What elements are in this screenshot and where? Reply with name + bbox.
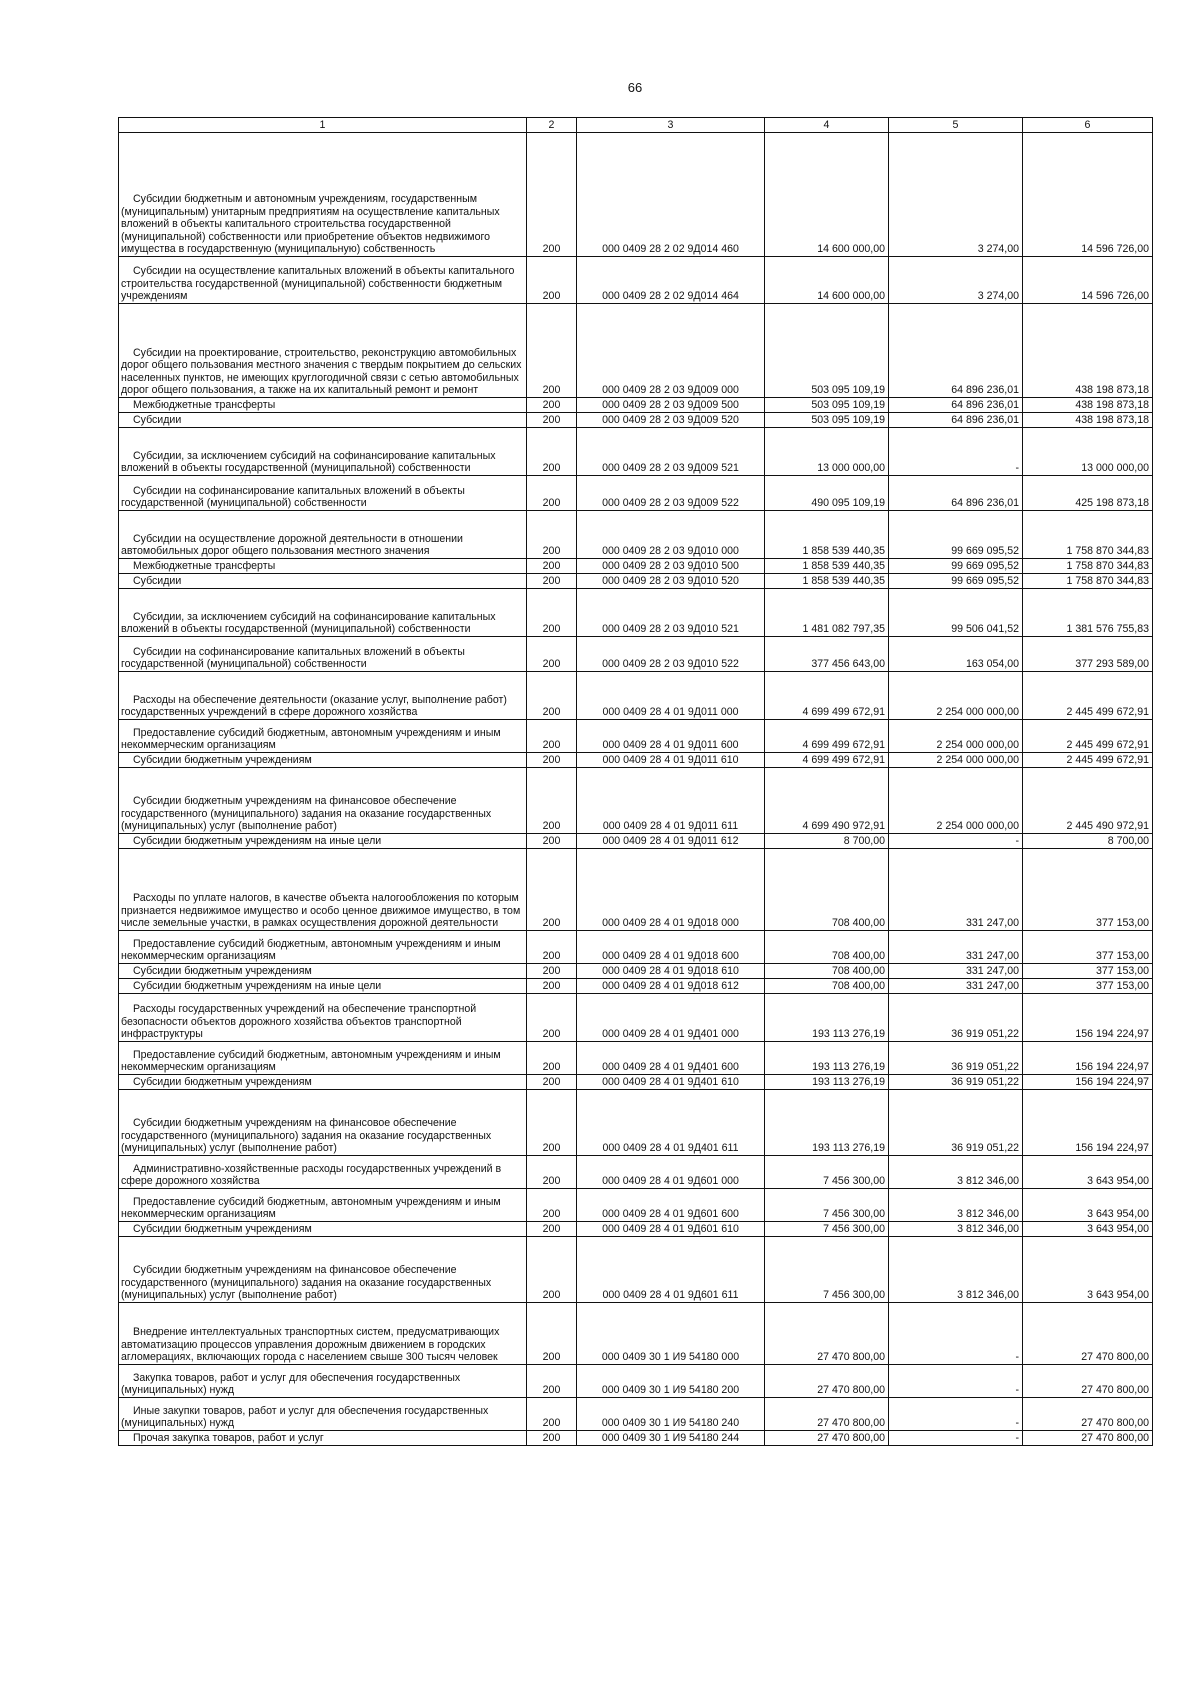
row-name — [119, 1042, 527, 1075]
row-classification-code: 000 0409 28 4 01 9Д011 610 — [577, 753, 765, 768]
row-unexecuted-amount: 156 194 224,97 — [1023, 1090, 1153, 1156]
row-approved-amount: 1 858 539 440,35 — [765, 574, 889, 589]
row-line-code: 200 — [527, 574, 577, 589]
table-row — [119, 559, 1153, 574]
row-unexecuted-amount: 1 758 870 344,83 — [1023, 559, 1153, 574]
row-approved-amount: 14 600 000,00 — [765, 133, 889, 257]
row-name — [119, 304, 527, 398]
row-approved-amount: 4 699 499 672,91 — [765, 720, 889, 753]
row-executed-amount: 3 812 346,00 — [889, 1189, 1023, 1222]
row-unexecuted-amount: 2 445 490 972,91 — [1023, 768, 1153, 834]
row-unexecuted-amount: 377 153,00 — [1023, 964, 1153, 979]
row-line-code: 200 — [527, 559, 577, 574]
row-executed-amount: 2 254 000 000,00 — [889, 753, 1023, 768]
row-executed-amount: 331 247,00 — [889, 931, 1023, 964]
row-unexecuted-amount: 1 381 576 755,83 — [1023, 589, 1153, 637]
table-row — [119, 768, 1153, 834]
row-name-text: Административно-хозяйственные расходы государственных учреждений в сфере дорожного хозяйства — [121, 1162, 502, 1188]
row-line-code: 200 — [527, 753, 577, 768]
row-approved-amount: 377 456 643,00 — [765, 637, 889, 672]
row-executed-amount: 64 896 236,01 — [889, 304, 1023, 398]
row-line-code: 200 — [527, 1365, 577, 1398]
row-classification-code: 000 0409 28 2 03 9Д010 521 — [577, 589, 765, 637]
row-unexecuted-amount: 14 596 726,00 — [1023, 133, 1153, 257]
table-row — [119, 994, 1153, 1042]
row-classification-code: 000 0409 30 1 И9 54180 000 — [577, 1303, 765, 1365]
row-unexecuted-amount: 377 293 589,00 — [1023, 637, 1153, 672]
table-row — [119, 849, 1153, 931]
row-name-text: Расходы государственных учреждений на обеспечение транспортной безопасности объектов дорожного хозяйства объектов транспортной инфраструктуры — [121, 1003, 477, 1041]
row-executed-amount: 64 896 236,01 — [889, 398, 1023, 413]
row-name-text: Субсидии бюджетным учреждениям на финансовое обеспечение государственного (муниципального) задания на оказание государственных (муниципальных) услуг (выполнение работ) — [121, 1117, 492, 1155]
row-executed-amount: - — [889, 1303, 1023, 1365]
row-line-code: 200 — [527, 476, 577, 511]
row-line-code: 200 — [527, 720, 577, 753]
row-executed-amount: 36 919 051,22 — [889, 1090, 1023, 1156]
table-row — [119, 753, 1153, 768]
table-row — [119, 413, 1153, 428]
table-row — [119, 476, 1153, 511]
page-number: 66 — [627, 80, 643, 95]
row-unexecuted-amount: 27 470 800,00 — [1023, 1431, 1153, 1446]
row-name-text: Субсидии на софинансирование капитальных вложений в объекты государственной (муниципальной) собственности — [121, 484, 465, 510]
row-line-code: 200 — [527, 1156, 577, 1189]
row-executed-amount: 99 506 041,52 — [889, 589, 1023, 637]
row-line-code: 200 — [527, 1189, 577, 1222]
row-line-code: 200 — [527, 589, 577, 637]
row-name-text: Субсидии бюджетным учреждениям на иные цели — [133, 835, 382, 848]
row-name — [119, 964, 527, 979]
row-name — [119, 1156, 527, 1189]
row-approved-amount: 7 456 300,00 — [765, 1237, 889, 1303]
row-name — [119, 1303, 527, 1365]
row-approved-amount: 4 699 499 672,91 — [765, 672, 889, 720]
row-approved-amount: 193 113 276,19 — [765, 994, 889, 1042]
row-approved-amount: 27 470 800,00 — [765, 1365, 889, 1398]
row-line-code: 200 — [527, 834, 577, 849]
row-classification-code: 000 0409 28 2 02 9Д014 460 — [577, 133, 765, 257]
row-name — [119, 1075, 527, 1090]
row-name-text: Субсидии, за исключением субсидий на софинансирование капитальных вложений в объекты государственной (муниципальной) собственности — [121, 610, 496, 636]
table-row — [119, 428, 1153, 476]
row-unexecuted-amount: 425 198 873,18 — [1023, 476, 1153, 511]
row-unexecuted-amount: 1 758 870 344,83 — [1023, 574, 1153, 589]
row-approved-amount: 708 400,00 — [765, 964, 889, 979]
row-classification-code: 000 0409 28 4 01 9Д011 612 — [577, 834, 765, 849]
row-executed-amount: 36 919 051,22 — [889, 994, 1023, 1042]
row-approved-amount: 1 481 082 797,35 — [765, 589, 889, 637]
row-name-text: Субсидии на проектирование, строительство, реконструкцию автомобильных дорог общего пользования местного значения с твердым покрытием до сельских населенных пунктов, не имеющих круглогодичной связи с сетью автомобильных дорог общего пользования, а также на их капитальный ремонт и ремонт — [121, 346, 522, 397]
row-name — [119, 413, 527, 428]
row-classification-code: 000 0409 28 4 01 9Д018 600 — [577, 931, 765, 964]
table-row — [119, 511, 1153, 559]
column-header-3: 3 — [577, 118, 765, 133]
row-name-text: Межбюджетные трансферты — [133, 399, 276, 412]
row-line-code: 200 — [527, 1090, 577, 1156]
row-executed-amount: 163 054,00 — [889, 637, 1023, 672]
row-classification-code: 000 0409 28 4 01 9Д011 611 — [577, 768, 765, 834]
row-name-text: Субсидии на осуществление дорожной деятельности в отношении автомобильных дорог общего пользования местного значения — [121, 532, 463, 558]
table-row — [119, 931, 1153, 964]
row-name-text: Субсидии бюджетным учреждениям на финансовое обеспечение государственного (муниципального) задания на оказание государственных (муниципальных) услуг (выполнение работ) — [121, 1264, 492, 1302]
row-classification-code: 000 0409 30 1 И9 54180 200 — [577, 1365, 765, 1398]
row-classification-code: 000 0409 28 2 03 9Д010 522 — [577, 637, 765, 672]
row-approved-amount: 27 470 800,00 — [765, 1303, 889, 1365]
row-unexecuted-amount: 27 470 800,00 — [1023, 1303, 1153, 1365]
row-approved-amount: 7 456 300,00 — [765, 1222, 889, 1237]
row-classification-code: 000 0409 28 4 01 9Д601 000 — [577, 1156, 765, 1189]
row-executed-amount: 3 274,00 — [889, 133, 1023, 257]
row-executed-amount: - — [889, 1431, 1023, 1446]
row-classification-code: 000 0409 28 2 03 9Д010 500 — [577, 559, 765, 574]
table-row — [119, 979, 1153, 994]
row-name — [119, 428, 527, 476]
table-row — [119, 720, 1153, 753]
row-executed-amount: 36 919 051,22 — [889, 1042, 1023, 1075]
row-classification-code: 000 0409 28 4 01 9Д401 610 — [577, 1075, 765, 1090]
table-body — [119, 133, 1153, 1446]
row-name-text: Расходы по уплате налогов, в качестве объекта налогообложения по которым признается недвижимое имущество и особо ценное движимое имущество, в том числе земельные участки, в рамках осуществления дорожной деятельности — [121, 892, 521, 930]
row-classification-code: 000 0409 30 1 И9 54180 240 — [577, 1398, 765, 1431]
row-name — [119, 637, 527, 672]
row-approved-amount: 193 113 276,19 — [765, 1075, 889, 1090]
row-approved-amount: 503 095 109,19 — [765, 413, 889, 428]
row-approved-amount: 708 400,00 — [765, 931, 889, 964]
row-line-code: 200 — [527, 1431, 577, 1446]
row-approved-amount: 503 095 109,19 — [765, 304, 889, 398]
row-line-code: 200 — [527, 672, 577, 720]
row-executed-amount: 3 274,00 — [889, 257, 1023, 304]
row-name — [119, 753, 527, 768]
budget-execution-table — [118, 117, 1153, 1446]
row-executed-amount: 3 812 346,00 — [889, 1222, 1023, 1237]
row-line-code: 200 — [527, 964, 577, 979]
row-unexecuted-amount: 438 198 873,18 — [1023, 304, 1153, 398]
row-name — [119, 1365, 527, 1398]
row-approved-amount: 4 699 499 672,91 — [765, 753, 889, 768]
row-name-text: Субсидии бюджетным учреждениям — [133, 965, 312, 978]
row-name-text: Предоставление субсидий бюджетным, автономным учреждениям и иным некоммерческим организациям — [121, 1195, 501, 1221]
row-approved-amount: 1 858 539 440,35 — [765, 559, 889, 574]
row-name-text: Субсидии, за исключением субсидий на софинансирование капитальных вложений в объекты государственной (муниципальной) собственности — [121, 449, 496, 475]
row-name — [119, 257, 527, 304]
row-classification-code: 000 0409 28 4 01 9Д601 611 — [577, 1237, 765, 1303]
row-unexecuted-amount: 3 643 954,00 — [1023, 1156, 1153, 1189]
row-line-code: 200 — [527, 1237, 577, 1303]
row-classification-code: 000 0409 28 2 03 9Д010 000 — [577, 511, 765, 559]
row-executed-amount: 2 254 000 000,00 — [889, 672, 1023, 720]
row-line-code: 200 — [527, 257, 577, 304]
row-name — [119, 1189, 527, 1222]
table-row — [119, 133, 1153, 257]
row-line-code: 200 — [527, 428, 577, 476]
row-name — [119, 133, 527, 257]
row-approved-amount: 1 858 539 440,35 — [765, 511, 889, 559]
row-name-text: Субсидии на осуществление капитальных вложений в объекты капитального строительства государственной (муниципальной) собственности бюджетным учреждениям — [121, 265, 515, 303]
row-unexecuted-amount: 1 758 870 344,83 — [1023, 511, 1153, 559]
row-executed-amount: 331 247,00 — [889, 979, 1023, 994]
row-approved-amount: 7 456 300,00 — [765, 1189, 889, 1222]
row-name — [119, 931, 527, 964]
row-name — [119, 1398, 527, 1431]
row-executed-amount: 64 896 236,01 — [889, 476, 1023, 511]
row-unexecuted-amount: 438 198 873,18 — [1023, 398, 1153, 413]
column-header-2: 2 — [527, 118, 577, 133]
row-unexecuted-amount: 156 194 224,97 — [1023, 1042, 1153, 1075]
row-classification-code: 000 0409 28 4 01 9Д401 611 — [577, 1090, 765, 1156]
row-executed-amount: 36 919 051,22 — [889, 1075, 1023, 1090]
row-approved-amount: 14 600 000,00 — [765, 257, 889, 304]
row-executed-amount: 3 812 346,00 — [889, 1237, 1023, 1303]
row-name — [119, 720, 527, 753]
table-row — [119, 1237, 1153, 1303]
table-row — [119, 964, 1153, 979]
row-line-code: 200 — [527, 979, 577, 994]
column-header-6: 6 — [1023, 118, 1153, 133]
row-line-code: 200 — [527, 398, 577, 413]
row-name — [119, 994, 527, 1042]
row-line-code: 200 — [527, 1042, 577, 1075]
table-row — [119, 589, 1153, 637]
row-name-text: Субсидии на софинансирование капитальных вложений в объекты государственной (муниципальной) собственности — [121, 645, 465, 671]
row-name — [119, 511, 527, 559]
row-unexecuted-amount: 8 700,00 — [1023, 834, 1153, 849]
row-name-text: Субсидии бюджетным учреждениям — [133, 1223, 312, 1236]
row-executed-amount: 2 254 000 000,00 — [889, 768, 1023, 834]
table-row — [119, 834, 1153, 849]
header-row — [119, 118, 1153, 133]
row-executed-amount: - — [889, 1398, 1023, 1431]
row-line-code: 200 — [527, 413, 577, 428]
row-executed-amount: 99 669 095,52 — [889, 559, 1023, 574]
row-executed-amount: 3 812 346,00 — [889, 1156, 1023, 1189]
table-row — [119, 1042, 1153, 1075]
table-row — [119, 1222, 1153, 1237]
row-executed-amount: 99 669 095,52 — [889, 574, 1023, 589]
table-row — [119, 1090, 1153, 1156]
row-name — [119, 1431, 527, 1446]
row-approved-amount: 8 700,00 — [765, 834, 889, 849]
row-line-code: 200 — [527, 1398, 577, 1431]
row-unexecuted-amount: 2 445 499 672,91 — [1023, 672, 1153, 720]
row-classification-code: 000 0409 30 1 И9 54180 244 — [577, 1431, 765, 1446]
table-row — [119, 637, 1153, 672]
row-executed-amount: 64 896 236,01 — [889, 413, 1023, 428]
row-unexecuted-amount: 3 643 954,00 — [1023, 1189, 1153, 1222]
row-unexecuted-amount: 3 643 954,00 — [1023, 1222, 1153, 1237]
table-row — [119, 1075, 1153, 1090]
table-row — [119, 257, 1153, 304]
row-approved-amount: 7 456 300,00 — [765, 1156, 889, 1189]
row-name — [119, 476, 527, 511]
row-name — [119, 398, 527, 413]
row-name-text: Межбюджетные трансферты — [133, 560, 276, 573]
row-name — [119, 1090, 527, 1156]
row-approved-amount: 13 000 000,00 — [765, 428, 889, 476]
row-unexecuted-amount: 156 194 224,97 — [1023, 1075, 1153, 1090]
row-unexecuted-amount: 3 643 954,00 — [1023, 1237, 1153, 1303]
row-approved-amount: 27 470 800,00 — [765, 1398, 889, 1431]
row-classification-code: 000 0409 28 4 01 9Д401 600 — [577, 1042, 765, 1075]
row-name — [119, 574, 527, 589]
row-name-text: Иные закупки товаров, работ и услуг для обеспечения государственных (муниципальных) нужд — [121, 1404, 489, 1430]
row-unexecuted-amount: 156 194 224,97 — [1023, 994, 1153, 1042]
row-classification-code: 000 0409 28 2 03 9Д009 522 — [577, 476, 765, 511]
row-unexecuted-amount: 2 445 499 672,91 — [1023, 720, 1153, 753]
row-approved-amount: 193 113 276,19 — [765, 1042, 889, 1075]
table-row — [119, 398, 1153, 413]
row-executed-amount: 99 669 095,52 — [889, 511, 1023, 559]
row-classification-code: 000 0409 28 4 01 9Д018 612 — [577, 979, 765, 994]
row-classification-code: 000 0409 28 2 03 9Д009 000 — [577, 304, 765, 398]
row-approved-amount: 708 400,00 — [765, 979, 889, 994]
row-line-code: 200 — [527, 931, 577, 964]
row-unexecuted-amount: 377 153,00 — [1023, 849, 1153, 931]
row-line-code: 200 — [527, 768, 577, 834]
row-name-text: Прочая закупка товаров, работ и услуг — [133, 1432, 324, 1445]
row-name — [119, 559, 527, 574]
row-approved-amount: 27 470 800,00 — [765, 1431, 889, 1446]
row-classification-code: 000 0409 28 4 01 9Д011 600 — [577, 720, 765, 753]
row-classification-code: 000 0409 28 4 01 9Д401 000 — [577, 994, 765, 1042]
row-name — [119, 849, 527, 931]
row-name-text: Субсидии бюджетным учреждениям на финансовое обеспечение государственного (муниципального) задания на оказание государственных (муниципальных) услуг (выполнение работ) — [121, 795, 492, 833]
table-row — [119, 1156, 1153, 1189]
table-row — [119, 1398, 1153, 1431]
row-executed-amount: 331 247,00 — [889, 849, 1023, 931]
row-classification-code: 000 0409 28 2 02 9Д014 464 — [577, 257, 765, 304]
table-row — [119, 304, 1153, 398]
row-classification-code: 000 0409 28 4 01 9Д018 000 — [577, 849, 765, 931]
row-executed-amount: - — [889, 428, 1023, 476]
row-unexecuted-amount: 14 596 726,00 — [1023, 257, 1153, 304]
row-unexecuted-amount: 438 198 873,18 — [1023, 413, 1153, 428]
row-approved-amount: 490 095 109,19 — [765, 476, 889, 511]
row-classification-code: 000 0409 28 4 01 9Д601 600 — [577, 1189, 765, 1222]
row-name-text: Предоставление субсидий бюджетным, автономным учреждениям и иным некоммерческим организациям — [121, 726, 501, 752]
row-line-code: 200 — [527, 994, 577, 1042]
row-name — [119, 589, 527, 637]
row-executed-amount: - — [889, 1365, 1023, 1398]
row-classification-code: 000 0409 28 4 01 9Д018 610 — [577, 964, 765, 979]
row-unexecuted-amount: 27 470 800,00 — [1023, 1365, 1153, 1398]
row-name — [119, 1237, 527, 1303]
row-name-text: Субсидии бюджетным учреждениям на иные цели — [133, 980, 382, 993]
row-classification-code: 000 0409 28 4 01 9Д601 610 — [577, 1222, 765, 1237]
row-unexecuted-amount: 27 470 800,00 — [1023, 1398, 1153, 1431]
row-classification-code: 000 0409 28 2 03 9Д009 521 — [577, 428, 765, 476]
row-name-text: Субсидии бюджетным и автономным учреждениям, государственным (муниципальным) унитарным предприятиям на осуществление капитальных вложений в объекты капитального строительства государственной (муниципальной) собственности или приобретение объектов недвижимого имущества в государственную (муниципальную) собственность — [121, 193, 500, 256]
row-name-text: Расходы на обеспечение деятельности (оказание услуг, выполнение работ) государственных учреждений в сфере дорожного хозяйства — [121, 693, 507, 719]
table-row — [119, 574, 1153, 589]
row-executed-amount: - — [889, 834, 1023, 849]
row-unexecuted-amount: 13 000 000,00 — [1023, 428, 1153, 476]
row-line-code: 200 — [527, 133, 577, 257]
row-name — [119, 1222, 527, 1237]
table-row — [119, 1189, 1153, 1222]
row-classification-code: 000 0409 28 2 03 9Д009 520 — [577, 413, 765, 428]
row-line-code: 200 — [527, 511, 577, 559]
row-unexecuted-amount: 377 153,00 — [1023, 931, 1153, 964]
row-line-code: 200 — [527, 849, 577, 931]
row-name — [119, 768, 527, 834]
row-name — [119, 834, 527, 849]
row-approved-amount: 503 095 109,19 — [765, 398, 889, 413]
row-line-code: 200 — [527, 1075, 577, 1090]
row-name-text: Предоставление субсидий бюджетным, автономным учреждениям и иным некоммерческим организациям — [121, 1048, 501, 1074]
table-row — [119, 1365, 1153, 1398]
table-row — [119, 1303, 1153, 1365]
table-row — [119, 1431, 1153, 1446]
row-classification-code: 000 0409 28 2 03 9Д009 500 — [577, 398, 765, 413]
column-header-1: 1 — [119, 118, 527, 133]
row-approved-amount: 193 113 276,19 — [765, 1090, 889, 1156]
row-name — [119, 672, 527, 720]
row-classification-code: 000 0409 28 4 01 9Д011 000 — [577, 672, 765, 720]
row-unexecuted-amount: 2 445 499 672,91 — [1023, 753, 1153, 768]
row-name-text: Предоставление субсидий бюджетным, автономным учреждениям и иным некоммерческим организациям — [121, 937, 501, 963]
column-header-5: 5 — [889, 118, 1023, 133]
row-name-text: Субсидии бюджетным учреждениям — [133, 1076, 312, 1089]
row-name — [119, 979, 527, 994]
table-row — [119, 672, 1153, 720]
row-classification-code: 000 0409 28 2 03 9Д010 520 — [577, 574, 765, 589]
row-executed-amount: 2 254 000 000,00 — [889, 720, 1023, 753]
row-approved-amount: 4 699 490 972,91 — [765, 768, 889, 834]
row-line-code: 200 — [527, 304, 577, 398]
row-executed-amount: 331 247,00 — [889, 964, 1023, 979]
row-approved-amount: 708 400,00 — [765, 849, 889, 931]
row-name-text: Субсидии — [133, 575, 182, 588]
row-name-text: Закупка товаров, работ и услуг для обеспечения государственных (муниципальных) нужд — [121, 1371, 461, 1397]
row-name-text: Внедрение интеллектуальных транспортных систем, предусматривающих автоматизацию процессов управления дорожным движением в городских агломерациях, включающих города с населением свыше 300 тысяч человек — [121, 1326, 500, 1364]
row-name-text: Субсидии бюджетным учреждениям — [133, 754, 312, 767]
row-line-code: 200 — [527, 1303, 577, 1365]
row-unexecuted-amount: 377 153,00 — [1023, 979, 1153, 994]
column-header-4: 4 — [765, 118, 889, 133]
row-line-code: 200 — [527, 637, 577, 672]
row-name-text: Субсидии — [133, 414, 182, 427]
row-line-code: 200 — [527, 1222, 577, 1237]
